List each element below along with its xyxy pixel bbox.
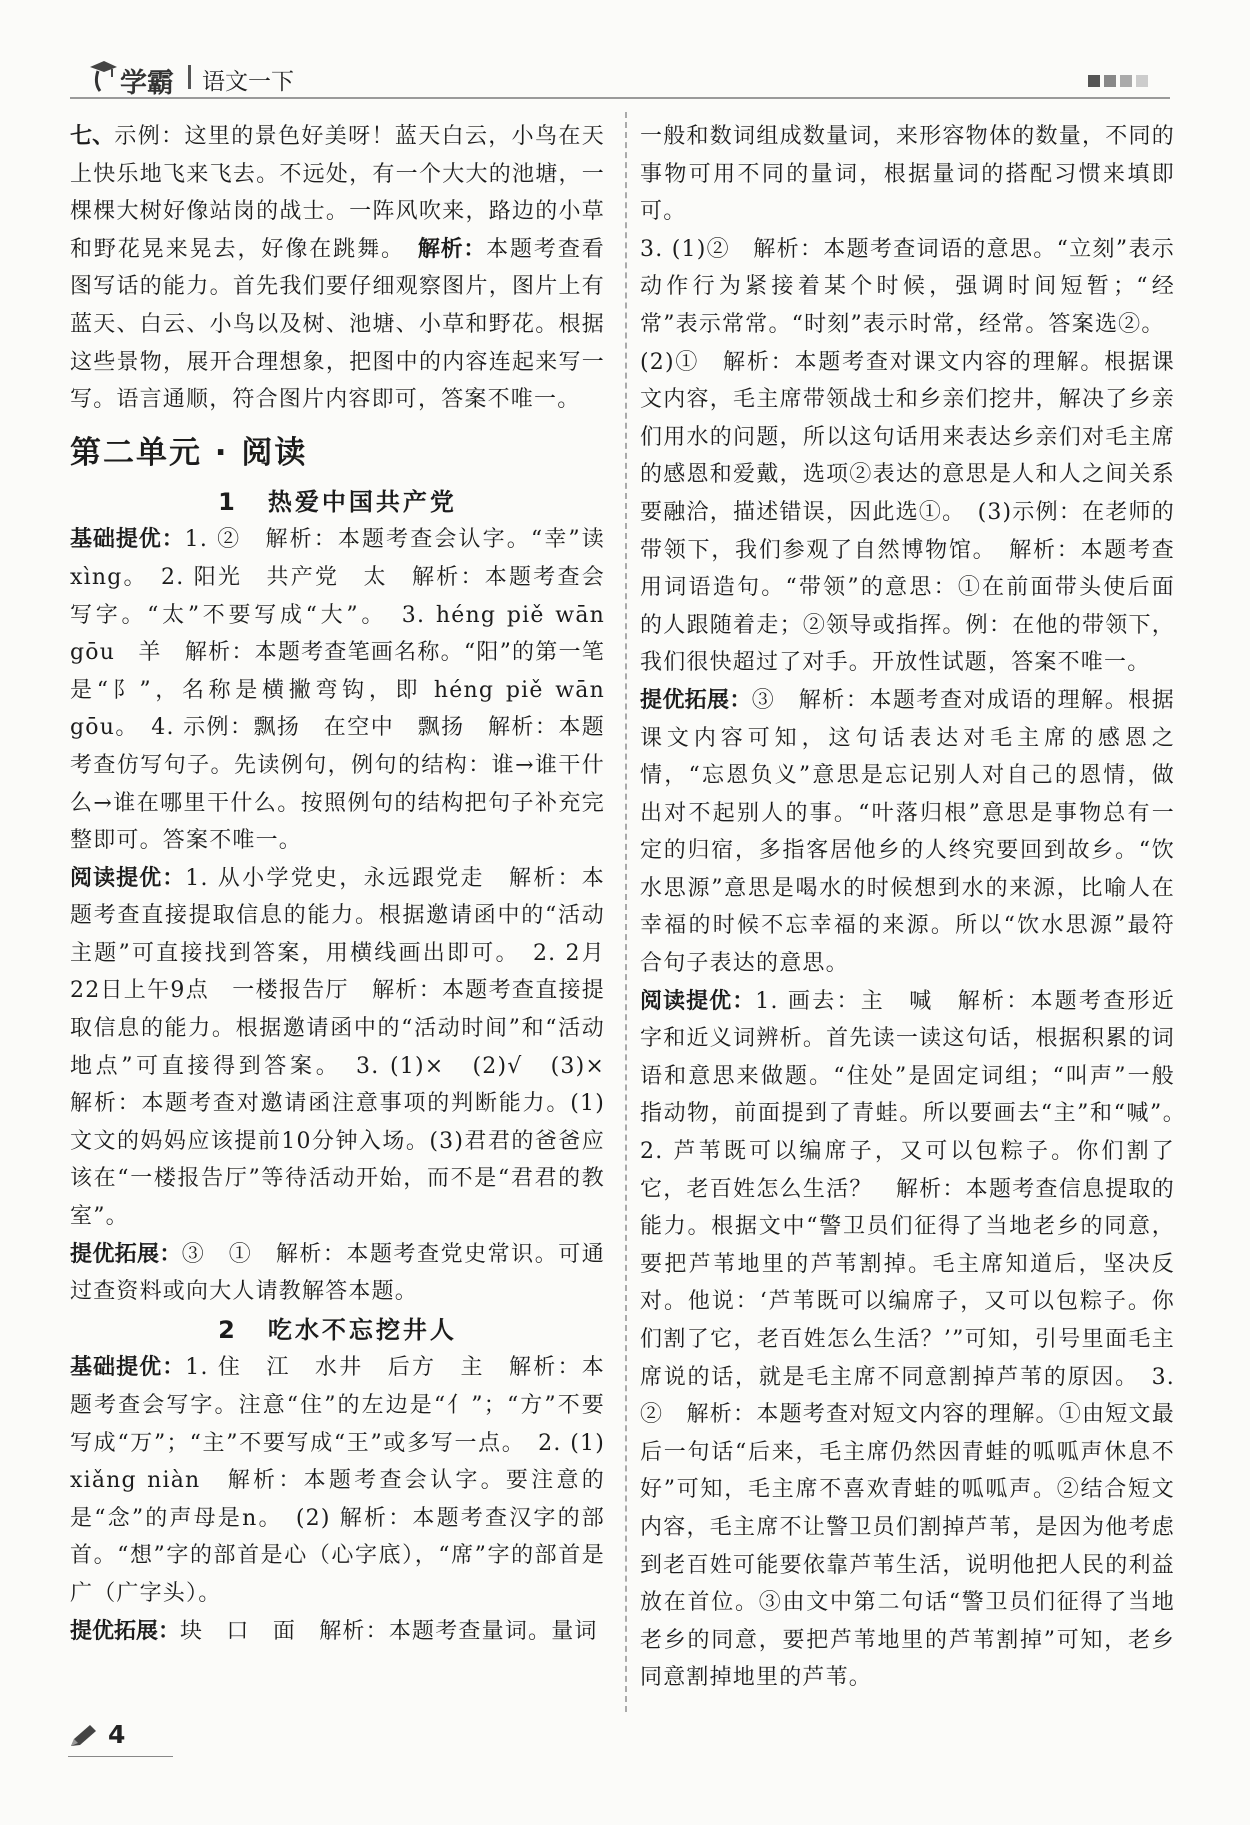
- section-seven: [70, 118, 605, 419]
- footer-rule: [68, 1756, 173, 1757]
- pencil-icon: [68, 1722, 100, 1750]
- lesson-1-basic: [70, 521, 605, 859]
- extension-label: 提优拓展：: [70, 1618, 181, 1644]
- left-column: [70, 118, 629, 1650]
- lesson-2-extension-text: 块 口 面 解析：本题考查量词。量词: [180, 1618, 598, 1644]
- page-header: [70, 55, 1170, 99]
- extension-label: 提优拓展：: [70, 1241, 182, 1267]
- lesson-2-extension-right-text: ③ 解析：本题考查对成语的理解。根据课文内容可知，这句话表达对毛主席的感恩之情，“忘恩负义”意思是忘记别人对自己的恩情，做出对不起别人的事。“叶落归根”意思是事物总有一定的归宿，多指客居他乡的人终究要回到故乡。“饮水思源”意思是喝水的时候想到水的来源，比喻人在幸福的时候不忘幸福的来源。所以“饮水思源”最符合句子表达的意思。: [640, 687, 1175, 977]
- unit-title: 第二单元 · 阅读: [70, 434, 308, 471]
- lesson-2-heading: [70, 1311, 605, 1350]
- lesson-1-heading: [70, 483, 605, 522]
- lesson-1-reading: [70, 860, 629, 1236]
- basic-label: 基础提优：: [70, 527, 185, 553]
- extension-label: 提优拓展：: [640, 687, 752, 713]
- section-seven-label: 七、: [70, 124, 115, 149]
- basic-label: 基础提优：: [70, 1355, 186, 1381]
- lesson-2-extension-right: [640, 682, 1175, 983]
- lesson-2-reading: [640, 983, 1199, 1697]
- reading-label: 阅读提优：: [640, 988, 756, 1014]
- lesson-2-basic: [70, 1349, 605, 1612]
- lesson-2-question-3-2: (2)① 解析：本题考查对课文内容的理解。根据课文内容，毛主席带领战士和乡亲们挖井，解决了乡亲们用水的问题，所以这句话用来表达乡亲们对毛主席的感恩和爱戴，选项②表达的意思是人和人之间关系要融洽，描述错误，因此选①。 (3)示例：在老师的带领下，我们参观了自然博物馆。 解析：本题考查用词语造句。“带领”的意思：①在前面带头使后面的人跟随着走；②领导或指挥。例：在他的带领下，我们很快超过了对手。开放性试题，答案不唯一。: [640, 349, 1175, 676]
- section-seven-analysis: 本题考查看图写话的能力。首先我们要仔细观察图片，图片上有蓝天、白云、小鸟以及树、池塘、小草和野花。根据这些景物，展开合理想象，把图中的内容连起来写一写。语言通顺，符合图片内容即可，答案不唯一。: [70, 236, 605, 413]
- graduation-cap-icon: [88, 57, 118, 93]
- lesson-1-number: 1: [218, 487, 238, 516]
- brand-logo-text: 学霸: [120, 68, 174, 99]
- lesson-1-extension-text: ③ ① 解析：本题考查党史常识。可通过查资料或向大人请教解答本题。: [70, 1241, 605, 1305]
- lesson-1-reading-text: 1. 从小学党史，永远跟党走 解析：本题考查直接提取信息的能力。根据邀请函中的“活动主题”可直接找到答案，用横线画出即可。 2. 2月22日上午9点 一楼报告厅 解析：本题考查直接提取信息的能力。根据邀请函中的“活动时间”和“活动地点”可直接得到答案。 3. (1)× (2)√ (3)× 解析：本题考查对邀请函注意事项的判断能力。(1)文文的妈妈应该提前10分钟入场。(3)君君的爸爸应该在“一楼报告厅”等待活动开始，而不是“君君的教室”。: [70, 865, 629, 1230]
- book-title: 语文一下: [202, 69, 294, 95]
- header-decoration: [1088, 75, 1148, 87]
- lesson-1-extension: [70, 1236, 605, 1311]
- analysis-label: 解析：: [417, 236, 487, 262]
- lesson-2-number: 2: [218, 1315, 238, 1344]
- section-seven-answer: 示例：这里的景色好美呀！蓝天白云，小鸟在天上快乐地飞来飞去。不远处，有一个大大的池塘，一棵棵大树好像站岗的战士。一阵风吹来，路边的小草和野花晃来晃去，好像在跳舞。: [70, 124, 605, 262]
- column-divider: [625, 112, 627, 1712]
- measure-word-continuation: 一般和数词组成数量词，来形容物体的数量，不同的事物可用不同的量词，根据量词的搭配习惯来填即可。: [640, 124, 1175, 225]
- lesson-2-title: 吃水不忘挖井人: [267, 1314, 457, 1344]
- right-column: [640, 118, 1199, 1697]
- lesson-1-basic-text: 1. ② 解析：本题考查会认字。“幸”读xìng。 2. 阳光 共产党 太 解析：本题考查会写字。“太”不要写成“大”。 3. héng piě wān gōu 羊 解析：本题考查笔画名称。“阳”的第一笔是“阝”，名称是横撇弯钩，即 héng piě wān gōu。 4. 示例：飘扬 在空中 飘扬 解析：本题考查仿写句子。先读例句，例句的结构：谁→谁干什么→谁在哪里干什么。按照例句的结构把句子补充完整即可。答案不唯一。: [70, 527, 605, 854]
- lesson-2-question-3-1: 3. (1)② 解析：本题考查词语的意思。“立刻”表示动作行为紧接着某个时候，强调时间短暂；“经常”表示常常。“时刻”表示时常，经常。答案选②。: [640, 236, 1175, 337]
- lesson-2-extension: [70, 1613, 605, 1651]
- lesson-1-title: 热爱中国共产党: [267, 486, 457, 516]
- header-separator: [188, 65, 191, 89]
- page-number: 4: [108, 1720, 126, 1749]
- lesson-2-basic-text: 1. 住 江 水井 后方 主 解析：本题考查会写字。注意“住”的左边是“亻”；“方”不要写成“万”；“主”不要写成“王”或多写一点。 2. (1) xiǎng niàn 解析：本题考查会认字。要注意的是“念”的声母是n。 (2) 解析：本题考查汉字的部首。“想”字的部首是心（心字底），“席”字的部首是广（广字头）。: [70, 1355, 605, 1606]
- reading-label: 阅读提优：: [70, 865, 186, 891]
- lesson-2-reading-text: 1. 画去：主 喊 解析：本题考查形近字和近义词辨析。首先读一读这句话，根据积累的词语和意思来做题。“住处”是固定词组；“叫声”一般指动物，前面提到了青蛙。所以要画去“主”和“喊”。 2. 芦苇既可以编席子，又可以包粽子。你们割了它，老百姓怎么生活？ 解析：本题考查信息提取的能力。根据文中“警卫员们征得了当地老乡的同意，要把芦苇地里的芦苇割掉。毛主席知道后，坚决反对。他说：‘芦苇既可以编席子，又可以包粽子。你们割了它，老百姓怎么生活？’”可知，引号里面毛主席说的话，就是毛主席不同意割掉芦苇的原因。 3. ② 解析：本题考查对短文内容的理解。①由短文最后一句话“后来，毛主席仍然因青蛙的呱呱声休息不好”可知，毛主席不喜欢青蛙的呱呱声。②结合短文内容，毛主席不让警卫员们割掉芦苇，是因为他考虑到老百姓可能要依靠芦苇生活，说明他把人民的利益放在首位。③由文中第二句话“警卫员们征得了当地老乡的同意，要把芦苇地里的芦苇割掉”可知，老乡同意割掉地里的芦苇。: [640, 988, 1199, 1691]
